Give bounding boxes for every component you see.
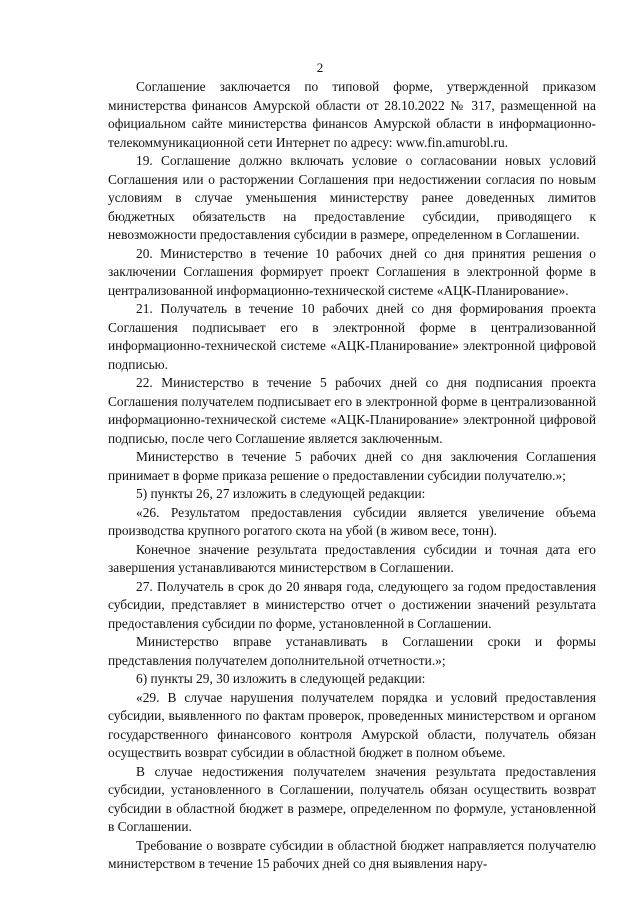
paragraph-22-decision: Министерство в течение 5 рабочих дней со дня заключения Соглашения принимает в форме приказа решение о предоставлении субсидии получателю.»; [108,449,596,483]
paragraph-20: 20. Министерство в течение 10 рабочих дней со дня принятия решения о заключении Соглашения формирует проект Соглашения в электронной форме в централизованной информационно-технической системе «АЦК-Планирование». [108,245,596,298]
paragraph-19: 19. Соглашение должно включать условие о согласовании новых условий Соглашения или о расторжении Соглашения при недостижении согласия по новым условиям в случае уменьшения министерству ранее доведенных лимитов бюджетных обязательств на предоставление субсидии, приводящего к невозможности предоставления субсидии в размере, определенном в Соглашении. [108,153,596,242]
page-number: 2 [316,60,324,75]
paragraph-27-reporting: Министерство вправе устанавливать в Соглашении сроки и формы представления получателем дополнительной отчетности.»; [108,634,596,668]
paragraph-26-final-value: Конечное значение результата предоставления субсидии и точная дата его завершения устанавливаются министерством в Соглашении. [108,541,596,575]
paragraph-amendment-5: 5) пункты 26, 27 изложить в следующей редакции: [136,486,426,501]
paragraph-29-refund-request: Требование о возврате субсидии в областной бюджет направляется получателю министерством в течение 15 рабочих дней со дня выявления нару- [108,837,596,871]
document-body [108,78,596,874]
paragraph-21: 21. Получатель в течение 10 рабочих дней со дня формирования проекта Соглашения подписывает его в электронной форме в централизованной информационно-технической системе «АЦК-Планирование» электронной цифровой подписью. [108,301,596,372]
paragraph-agreement-form: Соглашение заключается по типовой форме, утвержденной приказом министерства финансов Амурской области от 28.10.2022 № 317, размещенной на официальном сайте министерства финансов Амурской области в информационно-телекоммуникационной сети Интернет по адресу: www.fin.amurobl.ru. [108,79,596,150]
paragraph-26: «26. Результатом предоставления субсидии является увеличение объема производства крупного рогатого скота на убой (в живом весе, тонн). [108,504,596,538]
paragraph-22: 22. Министерство в течение 5 рабочих дней со дня подписания проекта Соглашения получателем подписывает его в электронной форме в централизованной информационно-технической системе «АЦК-Планирование» электронной цифровой подписью, после чего Соглашение является заключенным. [108,375,596,446]
paragraph-29: «29. В случае нарушения получателем порядка и условий предоставления субсидии, выявленного по фактам проверок, проведенных министерством и органом государственного финансового контроля Амурской области, получатель обязан осуществить возврат субсидии в областной бюджет в полном объеме. [108,689,596,760]
paragraph-29-shortfall: В случае недостижения получателем значения результата предоставления субсидии, установленного в Соглашении, получатель обязан осуществить возврат субсидии в областной бюджет в размере, определенном по формуле, установленной в Соглашении. [108,763,596,834]
paragraph-27: 27. Получатель в срок до 20 января года, следующего за годом предоставления субсидии, представляет в министерство отчет о достижении значений результата предоставления субсидии по форме, установленной в Соглашении. [108,578,596,631]
paragraph-amendment-6: 6) пункты 29, 30 изложить в следующей редакции: [136,671,426,686]
